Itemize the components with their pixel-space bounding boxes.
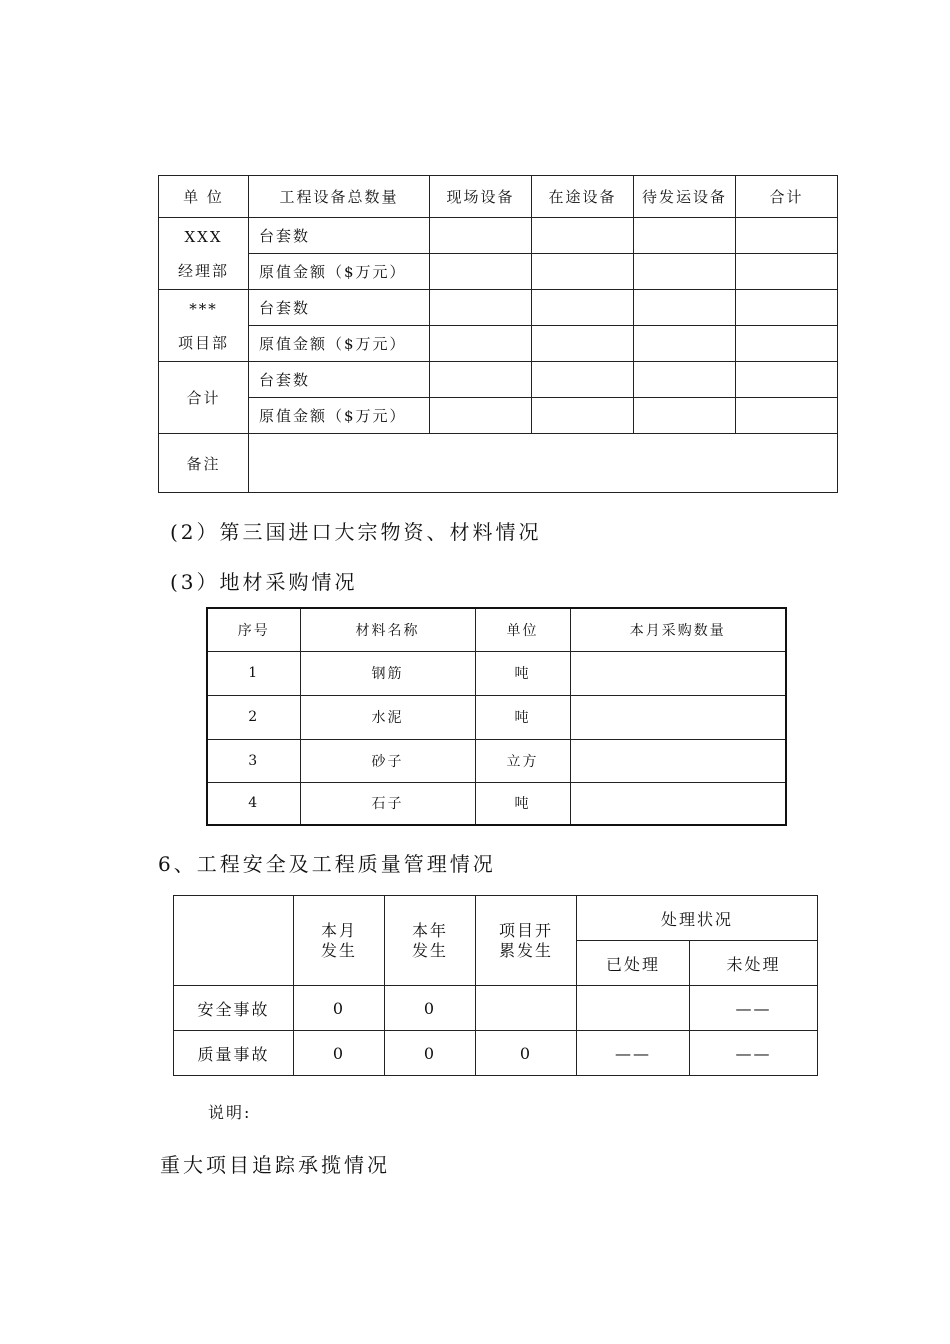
empty-cell [532, 254, 634, 290]
empty-cell [736, 398, 838, 434]
table-row [159, 398, 838, 434]
safety-header-project [476, 896, 577, 986]
note-label: 说明: [208, 1103, 252, 1122]
safety-header-month-line2: 发生 [320, 940, 357, 960]
heading-safety-quality: 6、工程安全及工程质量管理情况 [158, 852, 496, 876]
table-row [159, 362, 838, 398]
incident-project: 0 [476, 1031, 577, 1076]
equipment-header-unit: 单 位 [159, 176, 249, 218]
empty-cell [736, 254, 838, 290]
equipment-header-pending: 待发运设备 [634, 176, 736, 218]
equipment-header-onsite: 现场设备 [430, 176, 532, 218]
material-no: 1 [207, 651, 300, 695]
empty-cell [532, 218, 634, 254]
safety-header-handled: 已处理 [577, 941, 690, 986]
remark-row [159, 434, 838, 493]
incident-month: 0 [294, 1031, 385, 1076]
unit-name-cell: 合计 [159, 362, 249, 434]
material-no: 2 [207, 695, 300, 739]
table-row [159, 326, 838, 362]
safety-header-handling: 处理状况 [577, 896, 818, 941]
material-qty[interactable] [570, 651, 786, 695]
row-label-value: 原值金额（$万元） [249, 254, 430, 290]
material-no: 4 [207, 782, 300, 825]
incident-year: 0 [385, 986, 476, 1031]
empty-cell [430, 398, 532, 434]
equipment-header-sum: 合计 [736, 176, 838, 218]
table-row [159, 218, 838, 254]
unit-name-line2: 经理部 [177, 261, 229, 280]
empty-cell [736, 362, 838, 398]
incident-year: 0 [385, 1031, 476, 1076]
empty-cell [736, 218, 838, 254]
safety-header-month [294, 896, 385, 986]
unit-name-line1: XXX [184, 227, 223, 246]
empty-cell [634, 290, 736, 326]
material-qty[interactable] [570, 695, 786, 739]
incident-label: 安全事故 [174, 986, 294, 1031]
empty-cell [532, 362, 634, 398]
material-unit: 吨 [475, 782, 570, 825]
empty-cell [634, 398, 736, 434]
row-label-count: 台套数 [249, 362, 430, 398]
materials-header-row [207, 608, 786, 651]
table-row [174, 1031, 818, 1076]
empty-cell [634, 326, 736, 362]
safety-header-year-line2: 发生 [411, 940, 448, 960]
empty-cell [430, 254, 532, 290]
heading-imported-materials: (2）第三国进口大宗物资、材料情况 [170, 520, 542, 544]
material-name: 石子 [300, 782, 475, 825]
table-row [174, 986, 818, 1031]
safety-header-blank [174, 896, 294, 986]
empty-cell [736, 290, 838, 326]
material-qty[interactable] [570, 782, 786, 825]
row-label-count: 台套数 [249, 218, 430, 254]
table-row [207, 739, 786, 782]
equipment-header-row [159, 176, 838, 218]
empty-cell [634, 218, 736, 254]
heading-local-materials: (3）地材采购情况 [170, 570, 358, 594]
safety-header-unhandled: 未处理 [690, 941, 818, 986]
table-row [207, 782, 786, 825]
incident-label: 质量事故 [174, 1031, 294, 1076]
material-name: 钢筋 [300, 651, 475, 695]
empty-cell [532, 326, 634, 362]
materials-header-name: 材料名称 [300, 608, 475, 651]
unit-name-cell [159, 218, 249, 290]
incident-month: 0 [294, 986, 385, 1031]
incident-unhandled: —— [690, 986, 818, 1031]
material-unit: 吨 [475, 695, 570, 739]
materials-table [206, 607, 787, 826]
table-row [207, 651, 786, 695]
safety-header-project-line1: 项目开 [498, 920, 553, 940]
empty-cell [532, 398, 634, 434]
materials-header-qty: 本月采购数量 [570, 608, 786, 651]
row-label-value: 原值金额（$万元） [249, 326, 430, 362]
unit-name-line2: 项目部 [177, 333, 229, 352]
safety-quality-table [173, 895, 818, 1076]
empty-cell [532, 290, 634, 326]
remark-label: 备注 [159, 434, 249, 493]
empty-cell [430, 290, 532, 326]
safety-header-month-line1: 本月 [320, 920, 357, 940]
empty-cell [634, 254, 736, 290]
material-unit: 吨 [475, 651, 570, 695]
table-row [159, 254, 838, 290]
equipment-header-total: 工程设备总数量 [249, 176, 430, 218]
safety-header-project-line2: 累发生 [498, 940, 553, 960]
safety-header-row [174, 896, 818, 941]
empty-cell [430, 218, 532, 254]
incident-unhandled: —— [690, 1031, 818, 1076]
materials-header-no: 序号 [207, 608, 300, 651]
heading-major-projects: 重大项目追踪承揽情况 [160, 1153, 390, 1177]
unit-name-line1: *** [189, 299, 218, 318]
row-label-value: 原值金额（$万元） [249, 398, 430, 434]
incident-handled: —— [577, 1031, 690, 1076]
unit-name-cell [159, 290, 249, 362]
materials-header-unit: 单位 [475, 608, 570, 651]
incident-handled [577, 986, 690, 1031]
equipment-header-transit: 在途设备 [532, 176, 634, 218]
table-row [159, 290, 838, 326]
row-label-count: 台套数 [249, 290, 430, 326]
safety-header-year-line1: 本年 [411, 920, 448, 940]
incident-project [476, 986, 577, 1031]
empty-cell [736, 326, 838, 362]
empty-cell [430, 362, 532, 398]
empty-cell [634, 362, 736, 398]
table-row [207, 695, 786, 739]
material-name: 水泥 [300, 695, 475, 739]
remark-value[interactable] [249, 434, 838, 493]
material-no: 3 [207, 739, 300, 782]
equipment-table [158, 175, 838, 493]
material-qty[interactable] [570, 739, 786, 782]
material-name: 砂子 [300, 739, 475, 782]
safety-header-year [385, 896, 476, 986]
empty-cell [430, 326, 532, 362]
material-unit: 立方 [475, 739, 570, 782]
